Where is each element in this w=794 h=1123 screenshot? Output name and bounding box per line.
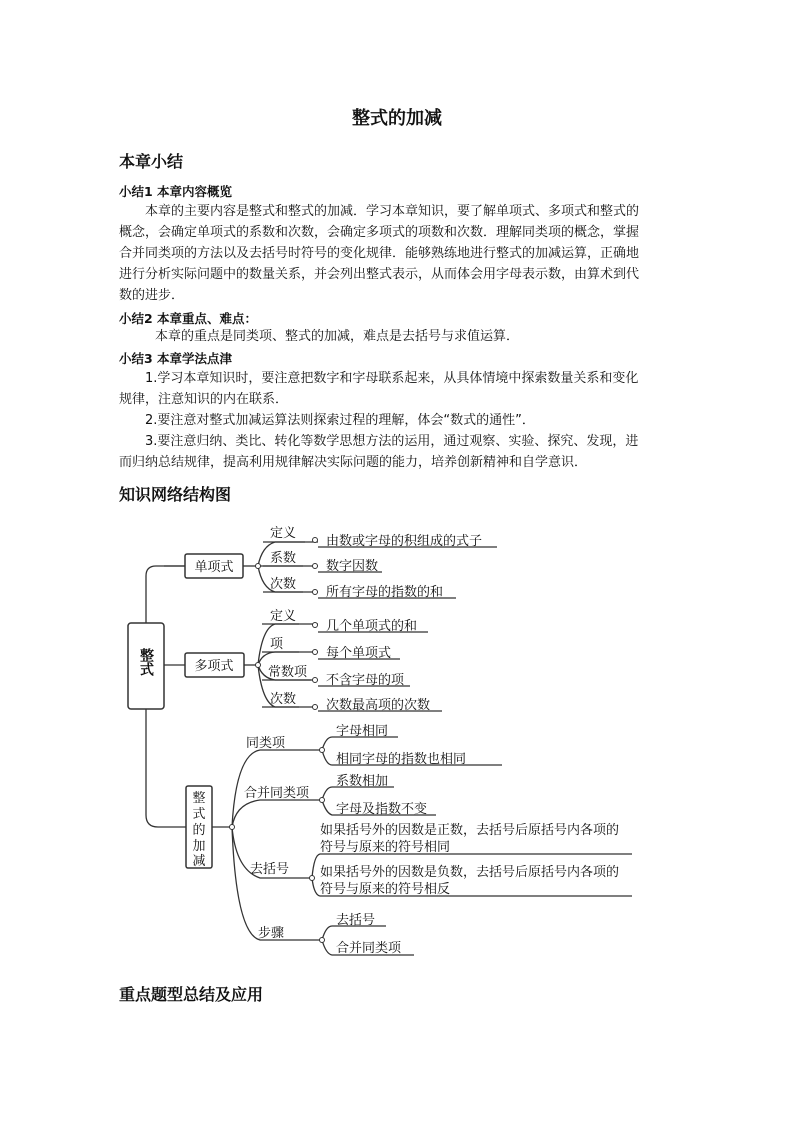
polynomial-key: 项 bbox=[270, 637, 284, 652]
node-dot bbox=[313, 623, 318, 628]
addsub-char: 的 bbox=[192, 823, 206, 838]
polynomial-value: 次数最高项的次数 bbox=[326, 698, 431, 713]
brackets-negative-line: 符号与原来的符号相反 bbox=[320, 882, 451, 897]
connector bbox=[322, 926, 386, 940]
node-dot bbox=[320, 798, 325, 803]
node-dot bbox=[313, 678, 318, 683]
summary3-line: 而归纳总结规律，提高利用规律解决实际问题的能力，培养创新精神和自学意识． bbox=[119, 455, 588, 470]
like-terms-key: 同类项 bbox=[246, 736, 286, 751]
polynomial-key: 次数 bbox=[270, 692, 297, 707]
summary1-line: 进行分析实际问题中的数量关系，并会列出整式表示，从而体会用字母表示数，由算术到代 bbox=[119, 267, 640, 282]
summary3-line: 1.学习本章知识时，要注意把数字和字母联系起来，从具体情境中探索数量关系和变化 bbox=[145, 371, 639, 386]
polynomial-value: 不含字母的项 bbox=[326, 673, 405, 688]
summary1-label: 小结1 本章内容概览 bbox=[119, 184, 233, 199]
monomial-key: 次数 bbox=[270, 577, 297, 592]
combine-key: 合并同类项 bbox=[244, 786, 310, 801]
summary3-line: 2.要注意对整式加减运算法则探索过程的理解，体会“数式的通性”． bbox=[145, 413, 535, 428]
connector bbox=[232, 827, 294, 940]
addsub-char: 减 bbox=[192, 854, 206, 869]
page-title: 整式的加减 bbox=[352, 108, 442, 129]
node-dot bbox=[256, 564, 261, 569]
summary1-line: 合并同类项的方法以及去括号时符号的变化规律．能够熟练地进行整式的加减运算，正确地 bbox=[119, 246, 640, 261]
node-dot bbox=[313, 705, 318, 710]
network-heading: 知识网络结构图 bbox=[119, 485, 232, 504]
node-dot bbox=[320, 938, 325, 943]
monomial-value: 数字因数 bbox=[326, 559, 379, 574]
addsub-char: 式 bbox=[192, 807, 206, 822]
monomial-key: 定义 bbox=[270, 526, 297, 541]
summary2-label: 小结2 本章重点、难点： bbox=[119, 311, 258, 326]
summary2-text: 本章的重点是同类项、整式的加减，难点是去括号与求值运算． bbox=[155, 329, 520, 344]
addsub-char: 加 bbox=[192, 839, 206, 854]
node-dot bbox=[230, 825, 235, 830]
brackets-key: 去括号 bbox=[250, 862, 290, 877]
monomial-value: 由数或字母的积组成的式子 bbox=[326, 534, 483, 549]
node-dot bbox=[256, 663, 261, 668]
node-dot bbox=[313, 564, 318, 569]
connector bbox=[232, 800, 322, 827]
monomial-value: 所有字母的指数的和 bbox=[326, 585, 444, 600]
node-dot bbox=[313, 590, 318, 595]
polynomial-key: 定义 bbox=[270, 609, 297, 624]
node-dot bbox=[313, 650, 318, 655]
like-terms-value: 字母相同 bbox=[336, 724, 389, 739]
summary3-label: 小结3 本章学法点津 bbox=[119, 351, 233, 366]
brackets-positive-line: 如果括号外的因数是正数，去括号后原括号内各项的 bbox=[320, 823, 620, 838]
summary3-line: 规律，注意知识的内在联系． bbox=[119, 392, 289, 407]
combine-value: 系数相加 bbox=[336, 774, 389, 789]
connector bbox=[258, 652, 318, 665]
summary1-line: 概念，会确定单项式的系数和次数，会确定多项式的项数和次数．理解同类项的概念，掌握 bbox=[119, 225, 640, 240]
steps-value: 合并同类项 bbox=[336, 941, 402, 956]
monomial-label: 单项式 bbox=[194, 560, 234, 575]
addsub-char: 整 bbox=[192, 791, 206, 806]
summary1-line: 数的进步． bbox=[119, 288, 185, 303]
polynomial-key: 常数项 bbox=[268, 665, 308, 680]
summary-heading: 本章小结 bbox=[119, 152, 184, 171]
polynomial-label: 多项式 bbox=[194, 659, 234, 674]
node-dot bbox=[320, 748, 325, 753]
polynomial-value: 每个单项式 bbox=[326, 646, 392, 661]
node-dot bbox=[313, 538, 318, 543]
monomial-key: 系数 bbox=[270, 551, 297, 566]
steps-value: 去括号 bbox=[336, 913, 376, 928]
brackets-negative-line: 如果括号外的因数是负数，去括号后原括号内各项的 bbox=[320, 865, 620, 880]
like-terms-value: 相同字母的指数也相同 bbox=[336, 752, 467, 767]
summary1-line: 本章的主要内容是整式和整式的加减．学习本章知识，要了解单项式、多项式和整式的 bbox=[145, 204, 640, 219]
steps-key: 步骤 bbox=[258, 926, 285, 941]
connector bbox=[146, 566, 185, 623]
polynomial-value: 几个单项式的和 bbox=[326, 619, 418, 634]
node-dot bbox=[310, 876, 315, 881]
root-label: 整式 bbox=[138, 648, 154, 676]
applications-heading: 重点题型总结及应用 bbox=[119, 985, 264, 1004]
brackets-positive-line: 符号与原来的符号相同 bbox=[320, 840, 451, 855]
connector bbox=[258, 624, 318, 665]
summary3-line: 3.要注意归纳、类比、转化等数学思想方法的运用，通过观察、实验、探究、发现，进 bbox=[145, 434, 639, 449]
connector bbox=[146, 709, 186, 827]
combine-value: 字母及指数不变 bbox=[336, 802, 428, 817]
